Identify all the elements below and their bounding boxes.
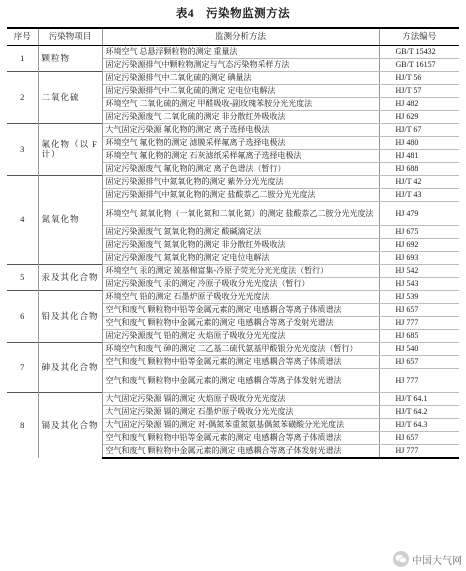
method-cell: 大气固定污染源 氟化物的测定 离子选择电极法 <box>102 124 379 137</box>
method-code-cell: HJ 540 <box>379 343 459 356</box>
row-number: 3 <box>7 124 38 176</box>
method-code-cell: HJ 657 <box>379 432 459 445</box>
method-code-cell: HJ/T 64.2 <box>379 406 459 419</box>
method-code-cell: HJ 777 <box>379 317 459 330</box>
method-code-cell: HJ/T 64.3 <box>379 419 459 432</box>
method-cell: 大气固定污染源 镉的测定 对-偶氮苯重氮氨基偶氮苯磺酸分光光度法 <box>102 419 379 432</box>
method-code-cell: HJ 777 <box>379 369 459 393</box>
table-header-row <box>7 28 459 46</box>
method-code-cell: HJ/T 42 <box>379 176 459 189</box>
method-code-cell: HJ 777 <box>379 445 459 459</box>
watermark <box>393 551 462 567</box>
method-code-cell: GB/T 16157 <box>379 59 459 72</box>
table-row <box>7 393 459 406</box>
method-cell: 环境空气 汞的测定 巯基棉富集-冷原子荧光分光光度法（暂行） <box>102 265 379 278</box>
method-cell: 空气和废气 颗粒物中铅等金属元素的测定 电感耦合等离子体质谱法 <box>102 356 379 369</box>
method-cell: 固定污染源废气 氮氧化物的测定 定电位电解法 <box>102 252 379 265</box>
method-cell: 环境空气 铅的测定 石墨炉原子吸收分光光度法 <box>102 291 379 304</box>
row-number: 4 <box>7 176 38 265</box>
method-cell: 环境空气和废气 砷的测定 二乙基二硫代氨基甲酸银分光光度法（暂行） <box>102 343 379 356</box>
method-code-cell: HJ 693 <box>379 252 459 265</box>
table-row <box>7 124 459 137</box>
method-code-cell: HJ 685 <box>379 330 459 343</box>
table-row <box>7 265 459 278</box>
table-row <box>7 72 459 85</box>
method-cell: 固定污染源排气中二氧化硫的测定 碘量法 <box>102 72 379 85</box>
method-code-cell: HJ 675 <box>379 226 459 239</box>
table-row <box>7 176 459 189</box>
method-cell: 环境空气 二氧化硫的测定 甲醛吸收-副玫瑰苯胺分光光度法 <box>102 98 379 111</box>
method-code-cell: HJ/T 64.1 <box>379 393 459 406</box>
method-code-cell: HJ 543 <box>379 278 459 291</box>
table-caption: 表4 污染物监测方法 <box>175 8 291 20</box>
method-cell: 固定污染源废气 铅的测定 火焰原子吸收分光光度法 <box>102 330 379 343</box>
method-code-cell: HJ 688 <box>379 163 459 176</box>
table-row <box>7 343 459 356</box>
method-cell: 固定污染源废气 二氧化硫的测定 非分散红外吸收法 <box>102 111 379 124</box>
header-code: 方法编号 <box>379 28 459 46</box>
pollutant-item: 镉及其化合物 <box>38 393 102 459</box>
method-cell: 固定污染源废气 氮氧化物的测定 非分散红外吸收法 <box>102 239 379 252</box>
method-code-cell: HJ 692 <box>379 239 459 252</box>
method-cell: 空气和废气 颗粒物中铅等金属元素的测定 电感耦合等离子体质谱法 <box>102 304 379 317</box>
wechat-icon <box>393 551 409 567</box>
method-cell: 大气固定污染源 镉的测定 火焰原子吸收分光光度法 <box>102 393 379 406</box>
pollutant-item: 铅及其化合物 <box>38 291 102 343</box>
header-item: 污染物项目 <box>38 28 102 46</box>
method-code-cell: HJ 479 <box>379 202 459 226</box>
pollutant-item: 汞及其化合物 <box>38 265 102 291</box>
method-code-cell: HJ/T 56 <box>379 72 459 85</box>
row-number: 6 <box>7 291 38 343</box>
method-cell: 固定污染源排气中颗粒物测定与气态污染物采样方法 <box>102 59 379 72</box>
table-body <box>7 46 459 459</box>
method-code-cell: HJ/T 43 <box>379 189 459 202</box>
row-number: 8 <box>7 393 38 459</box>
header-no: 序号 <box>7 28 38 46</box>
method-cell: 空气和废气 颗粒物中金属元素的测定 电感耦合等离子体发射光谱法 <box>102 445 379 459</box>
pollutant-item: 二氧化硫 <box>38 72 102 124</box>
method-code-cell: HJ/T 57 <box>379 85 459 98</box>
method-code-cell: HJ 542 <box>379 265 459 278</box>
method-cell: 空气和废气 颗粒物中铅等金属元素的测定 电感耦合等离子体质谱法 <box>102 432 379 445</box>
row-number: 7 <box>7 343 38 393</box>
pollutant-method-table <box>7 27 459 459</box>
method-cell: 大气固定污染源 镉的测定 石墨炉原子吸收分光光度法 <box>102 406 379 419</box>
method-code-cell: HJ/T 67 <box>379 124 459 137</box>
method-cell: 环境空气 总悬浮颗粒物的测定 重量法 <box>102 46 379 59</box>
watermark-text: 中国大气网 <box>412 555 462 567</box>
row-number: 2 <box>7 72 38 124</box>
method-code-cell: HJ 481 <box>379 150 459 163</box>
method-code-cell: HJ 657 <box>379 356 459 369</box>
method-cell: 固定污染源废气 汞的测定 冷原子吸收分光光度法（暂行） <box>102 278 379 291</box>
method-cell: 固定污染源废气 氮氧化物的测定 酸碱滴定法 <box>102 226 379 239</box>
table-row <box>7 291 459 304</box>
pollutant-item: 氮氧化物 <box>38 176 102 265</box>
method-cell: 固定污染源排气中二氧化硫的测定 定电位电解法 <box>102 85 379 98</box>
method-code-cell: HJ 657 <box>379 304 459 317</box>
method-code-cell: HJ 480 <box>379 137 459 150</box>
method-cell: 空气和废气 颗粒物中金属元素的测定 电感耦合等离子发射光谱法 <box>102 317 379 330</box>
method-code-cell: HJ 629 <box>379 111 459 124</box>
row-number: 5 <box>7 265 38 291</box>
method-cell: 固定污染源排气中氮氧化物的测定 紫外分光光度法 <box>102 176 379 189</box>
pollutant-item: 氟化物（以 F 计） <box>38 124 102 176</box>
method-cell: 固定污染源废气 氟化物的测定 离子色谱法（暂行） <box>102 163 379 176</box>
table-row <box>7 46 459 59</box>
method-code-cell: HJ 539 <box>379 291 459 304</box>
pollutant-item: 砷及其化合物 <box>38 343 102 393</box>
method-code-cell: HJ 482 <box>379 98 459 111</box>
header-method: 监测分析方法 <box>102 28 379 46</box>
method-cell: 固定污染源排气中氮氧化物的测定 盐酸萘乙二胺分光光度法 <box>102 189 379 202</box>
method-cell: 空气和废气 颗粒物中金属元素的测定 电感耦合等离子体发射光谱法 <box>102 369 379 393</box>
method-cell: 环境空气 氟化物的测定 滤膜采样氟离子选择电极法 <box>102 137 379 150</box>
method-code-cell: GB/T 15432 <box>379 46 459 59</box>
method-cell: 环境空气 氟化物的测定 石灰滤纸采样氟离子选择电极法 <box>102 150 379 163</box>
pollutant-item: 颗粒物 <box>38 46 102 72</box>
row-number: 1 <box>7 46 38 72</box>
method-cell: 环境空气 氮氧化物（一氧化氮和二氧化氮）的测定 盐酸萘乙二胺分光光度法 <box>102 202 379 226</box>
